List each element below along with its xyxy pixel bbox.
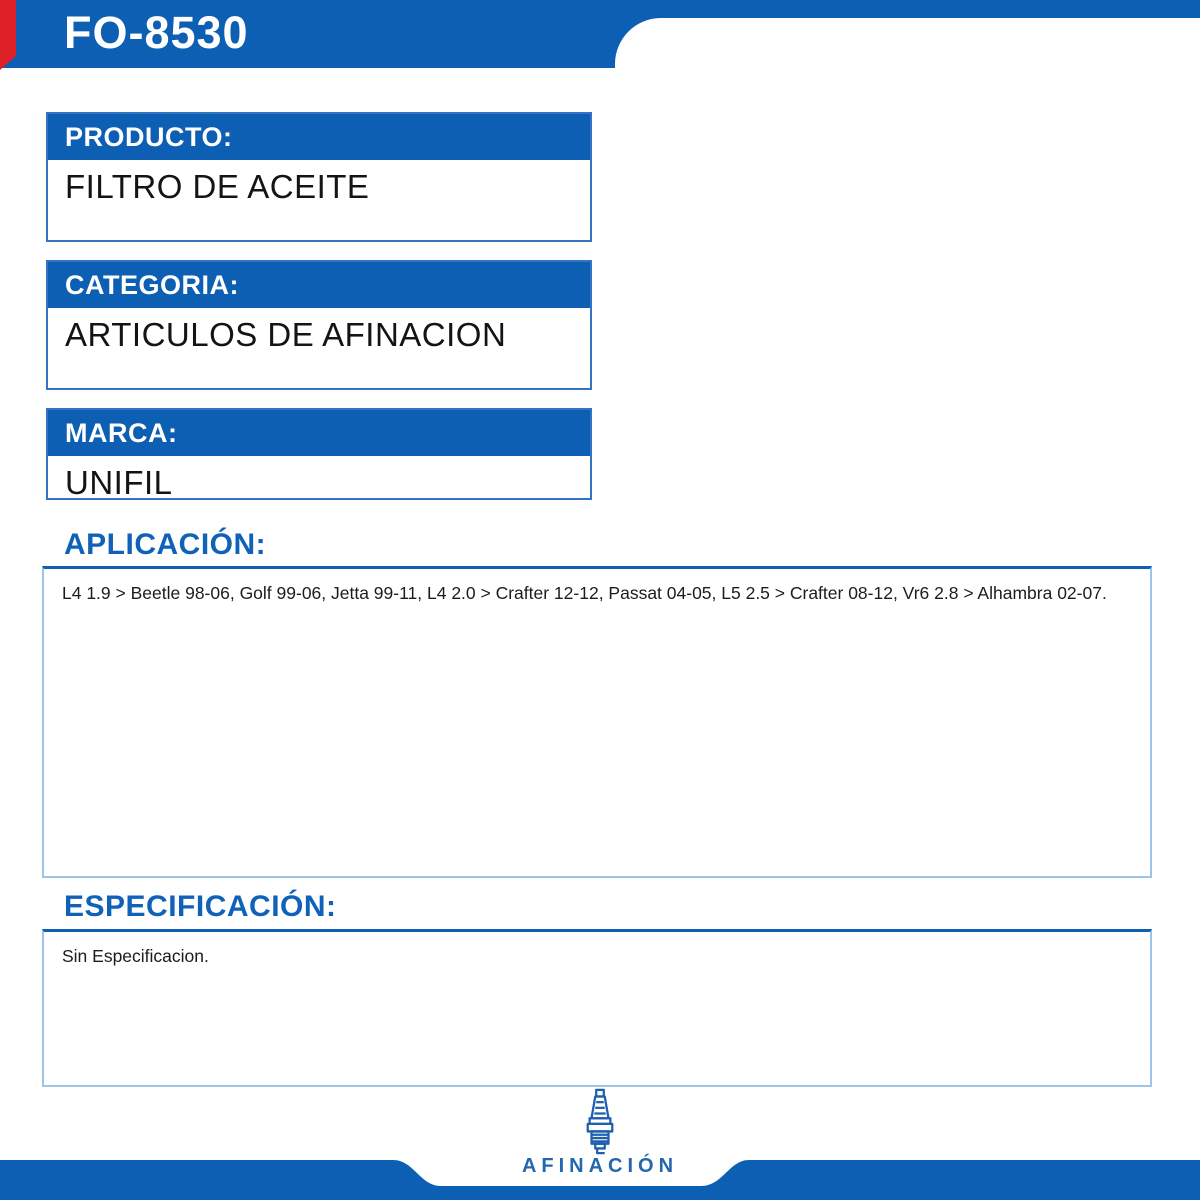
especificacion-box: Sin Especificacion. [42, 929, 1152, 1087]
producto-value: FILTRO DE ACEITE [65, 168, 370, 205]
aplicacion-heading: APLICACIÓN: [64, 528, 267, 561]
footer-wave-band [0, 1154, 1200, 1200]
field-categoria [46, 260, 592, 390]
field-marca [46, 408, 592, 500]
marca-value: UNIFIL [65, 464, 173, 501]
especificacion-heading: ESPECIFICACIÓN: [64, 890, 337, 923]
spark-plug-icon [576, 1088, 624, 1156]
producto-label: PRODUCTO: [48, 114, 590, 160]
part-number-title: FO-8530 [64, 7, 249, 58]
product-photo [620, 60, 1180, 540]
categoria-label: CATEGORIA: [48, 262, 590, 308]
categoria-value: ARTICULOS DE AFINACION [65, 316, 507, 353]
afinacion-brand-label: AFINACIÓN [521, 1155, 679, 1177]
marca-label: MARCA: [48, 410, 590, 456]
aplicacion-box: L4 1.9 > Beetle 98-06, Golf 99-06, Jetta 99-11, L4 2.0 > Crafter 12-12, Passat 04-05, L5 2.5 > Crafter 08-12, Vr6 2.8 > Alhambra 02-07. [42, 566, 1152, 878]
field-producto [46, 112, 592, 242]
